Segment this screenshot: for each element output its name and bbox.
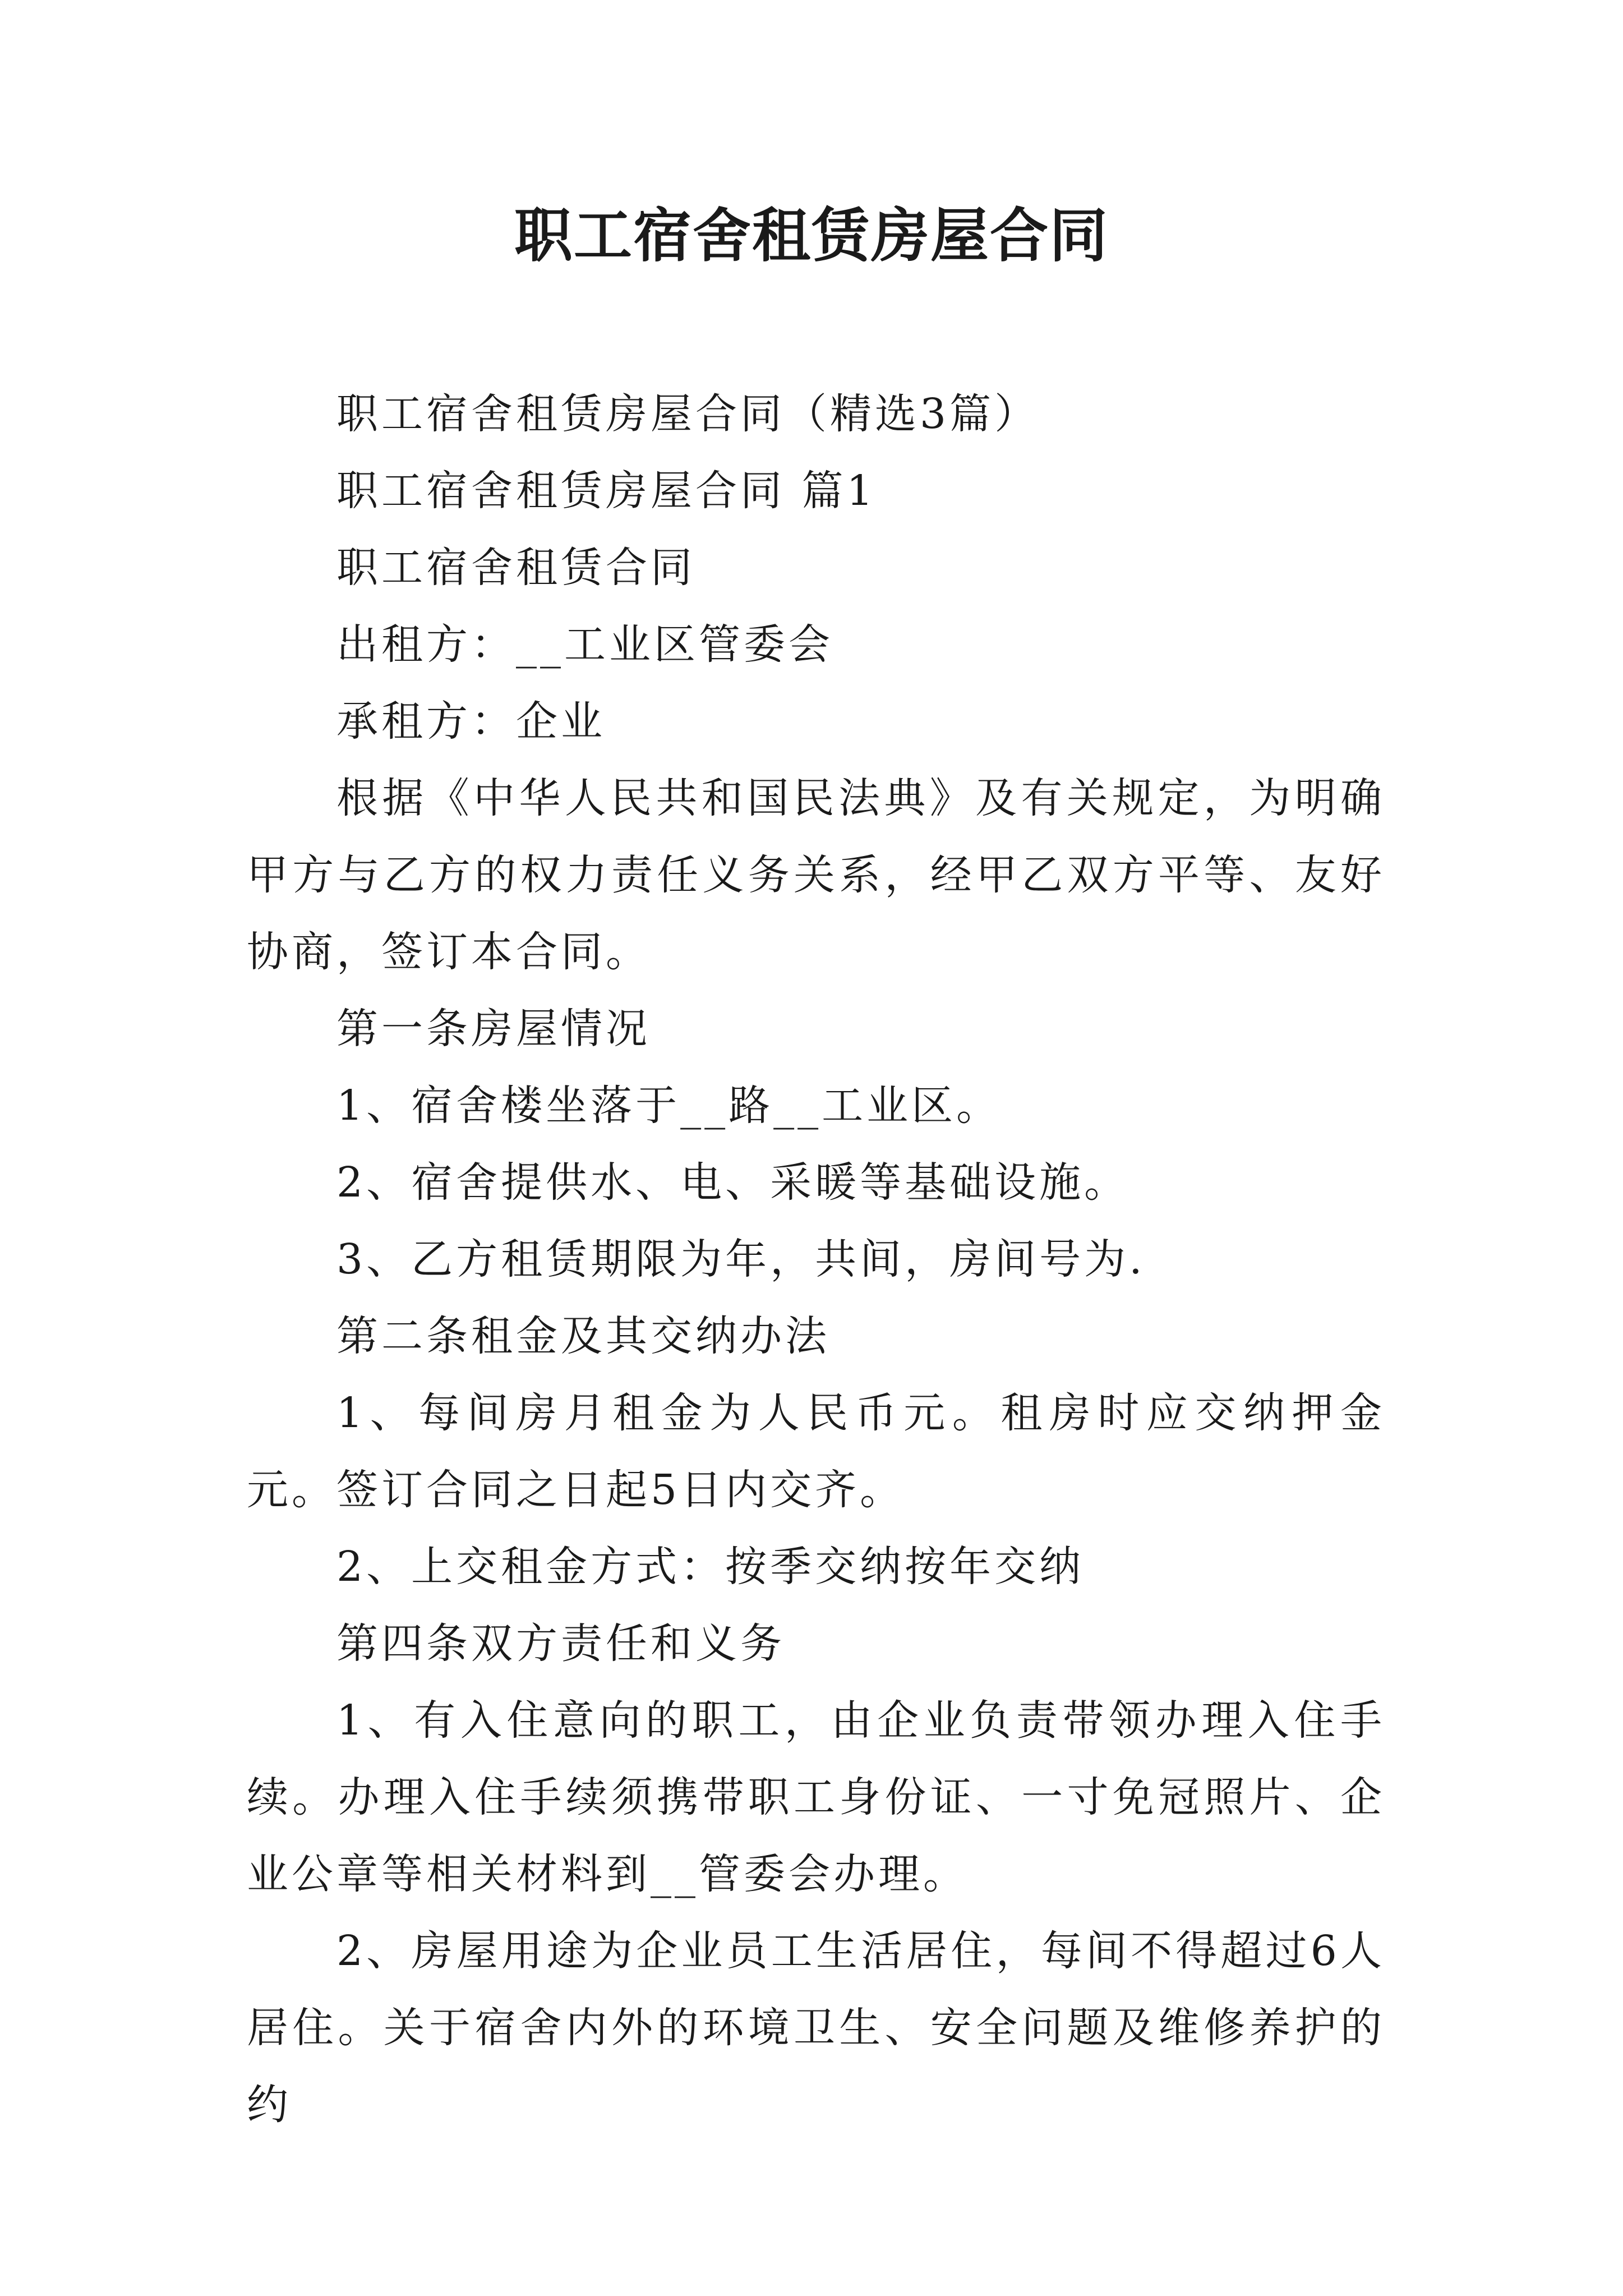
paragraph-article-2-item-2: 2、上交租金方式：按季交纳按年交纳 [336,1543,1085,1591]
paragraph-subtitle: 职工宿舍租赁房屋合同（精选3篇） [336,390,1040,438]
paragraph-article-1-item-2: 2、宿舍提供水、电、采暖等基础设施。 [336,1158,1129,1207]
paragraph-lessor: 出租方：__工业区管委会 [336,620,833,669]
paragraph-article-4-item-2: 2、房屋用途为企业员工生活居住，每间不得超过6人居住。关于宿舍内外的环境卫生、安全问题及维修养护的约 [247,1927,1385,2129]
paragraph-article-1-item-1: 1、宿舍楼坐落于__路__工业区。 [336,1082,1002,1130]
paragraph-article-1-item-3: 3、乙方租赁期限为年，共间，房间号为. [336,1235,1146,1283]
paragraph-article-2-heading: 第二条租金及其交纳办法 [336,1312,830,1360]
paragraph-article-1-heading: 第一条房屋情况 [336,1005,651,1053]
paragraph-article-4-item-1: 1、有入住意向的职工，由企业负责带领办理入住手续。办理入住手续须携带职工身份证、一寸免冠照片、企业公章等相关材料到__管委会办理。 [247,1696,1385,1898]
paragraph-lessee: 承租方：企业 [336,697,606,746]
paragraph-contract-name: 职工宿舍租赁合同 [336,544,695,592]
document-title: 职工宿舍租赁房屋合同 [514,201,1109,270]
paragraph-preamble: 根据《中华人民共和国民法典》及有关规定，为明确甲方与乙方的权力责任义务关系，经甲乙双方平等、友好协商，签订本合同。 [247,774,1385,976]
paragraph-article-2-item-1: 1、每间房月租金为人民币元。租房时应交纳押金元。签订合同之日起5日内交齐。 [247,1389,1385,1514]
paragraph-section-heading: 职工宿舍租赁房屋合同 篇1 [336,467,877,515]
paragraph-article-4-heading: 第四条双方责任和义务 [336,1619,785,1668]
document-body [247,376,1385,2143]
